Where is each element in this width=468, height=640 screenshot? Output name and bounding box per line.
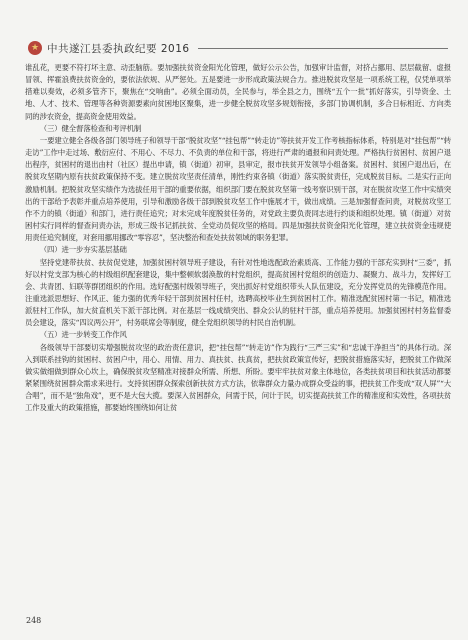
section-heading: （四）进一步夯实基层基础: [39, 245, 127, 255]
header-title: 中共遂江县委执政纪要 2016: [47, 42, 190, 55]
section-heading: （五）进一步转变工作作风: [39, 330, 127, 340]
body-text: [25, 62, 451, 415]
paragraph: 坚持党建带扶贫、扶贫促党建，加强贫困村领导班子建设，有针对性地选配政治素质高、工作能力强的干部充实到村“三委”，抓好以村党支部为核心的村级组织配套建设，集中整顿软弱涣散的村党组织，提高贫困村党组织的创造力、凝聚力、战斗力，发挥好工会、共青团、妇联等群团组织的作用。选好配强村级领导班子，突出抓好村党组织带头人队伍建设，充分发挥党员的先锋模范作用。注重选派思想好、作风正、能力强的优秀年轻干部到贫困村任村，选聘高校毕业生到贫困村工作。精准选配贫困村第一书记，精准选派驻村工作队，加大贫直机关下派干部比例。对在基层一线成绩突出、群众公认的驻村干部，重点培养使用。加强贫困村村务监督委员会建设，落实“四议两公开”，村务联席会等制度，健全党组织领导的村民自治机制。: [25, 257, 451, 328]
section-heading: （三）健全督落检查和考评机制: [39, 123, 142, 133]
party-emblem-icon: [28, 41, 42, 55]
header-rule: [198, 48, 448, 49]
paragraph: 各级领导干部要切实增强脱贫攻坚的政治责任意识，把“挂包帮”“转走访”作为践行“三严三实”和“忠诚干净担当”的具体行动。深入到联系挂钩的贫困村、贫困户中，用心、用情、用力、真扶贫、扶真贫，把扶贫政策宣传好，把脱贫措施落实好，把脱贫工作做深做实做细做到群众心坎上，确保脱贫攻坚精准对接群众所需、所想、所盼。要牢牢扶贫对象主体地位，各类扶贫项目和扶贫活动都要紧紧围绕贫困群众需求来进行。支持贫困群众探索创新扶贫方式方法，依靠群众力量办成群众受益的事，把扶贫工作变成“双人屏”“大合唱”，而不是“独角戏”，更不是大包大揽。要深入贫困群众，问需于民，问计于民，切实提高扶贫工作的精准度和实效性，各项扶贫工作及重大的政策措施，都要始终围绕如何让贫: [25, 342, 451, 413]
page-number: 248: [26, 616, 42, 625]
paragraph: 谁乱花，更要不符打坏主意、动歪脑筋。要加强扶贫资金阳光化管理，做好公示公告，加强审计监督，对挤占挪用、层层截留、虚报冒领、挥霍浪费扶贫资金的，要依法依规、从严惩处。五是要进一步形成政策法规合力。推进脱贫攻坚是一项系统工程，仅凭单项举措难以奏效，必须多管齐下，聚焦在“交响曲”。必须全面动员，全民参与，举全县之力，围绕“五个一批”抓好落实，引导资金、土地、人才、技术、管理等各种资源要素向贫困地区聚集，进一步健全脱贫攻坚多规划衔接，多部门协调机制，多合日标相近、方向类同的涉农资金，提高资金使用效益。: [25, 63, 451, 121]
running-header: [28, 40, 448, 56]
paragraph: 一要建立健全各级各部门领导班子和领导干部“脱贫攻坚”“挂包帮”“转走访”等扶贫开发工作考核指标体系，特别是对“挂包帮”“转走访”工作中走过场、敷衍应付、不用心、不尽力、不负责的单位和干部，将进行严肃的通报和问责处理。严格执行贫困村、贫困户退出程序，贫困村的退出由村（社区）提出申请，镇（街道）初审，县审定，报市扶贫开发领导小组备案。贫困村、贫困户退出后，在脱贫攻坚期内原有扶贫政策保持不变。建立脱贫攻坚责任清单，刚性约束各镇（街道）落实脱贫责任，完成脱贫目标。二是实行正向激励机制。把脱贫攻坚实绩作为选拔任用干部的重要依据，组织部门要在脱贫攻坚第一线考察识别干部，对在脱贫攻坚工作中实绩突出的干部给予表彰并重点培养使用，引导和激励各级干部到脱贫攻坚工作中施展才干，做出成绩。三是加强督查问责，对脱贫攻坚工作不力的镇（街道）和部门，进行责任追究；对未完成年度脱贫任务的，对党政主要负责同志进行约谈和组织处理。镇（街道）对贫困村实行同样的督查问责办法，形成三级书记抓扶贫、全党动员促攻坚的格局。四是加强扶贫资金阳光化管理，建立扶贫资金违规使用责任追究制度，对套用挪用挪改“零容忍”，坚决整治和查处扶贫领域的职务犯罪。: [25, 135, 451, 243]
